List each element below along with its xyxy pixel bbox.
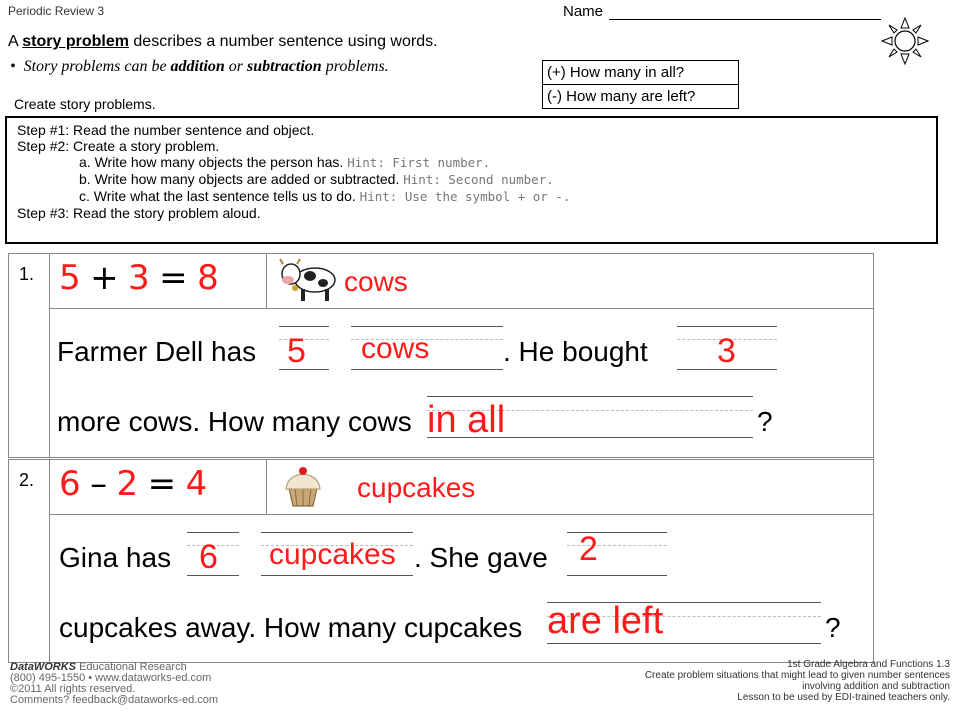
sentence-2: more cows. How many cows bbox=[57, 406, 412, 437]
definition bbox=[8, 33, 438, 51]
bullet-subtraction: subtraction bbox=[247, 58, 322, 75]
problem-number: 2. bbox=[19, 470, 35, 490]
question-mark: ? bbox=[825, 612, 841, 643]
name-field[interactable] bbox=[563, 3, 881, 20]
symbol-key bbox=[542, 60, 739, 109]
eq-first-number: 5 bbox=[59, 258, 81, 298]
sun-icon bbox=[880, 16, 930, 66]
eq-operator: + bbox=[90, 258, 119, 298]
number-sentence bbox=[59, 464, 207, 504]
blank-question[interactable] bbox=[547, 643, 821, 644]
hint-2a: Hint: First number. bbox=[347, 155, 491, 170]
answer-question: are left bbox=[547, 600, 664, 642]
steps-box bbox=[5, 116, 938, 244]
standard-line-3: involving addition and subtraction bbox=[802, 681, 950, 692]
problem-2 bbox=[8, 459, 874, 663]
publisher-info: DataWORKS Educational Research (800) 495-1550 • www.dataworks-ed.com ©2011 All rights reserved. Comments? feedback@dataworks-ed.com bbox=[10, 661, 219, 706]
hint-2b: Hint: Second number. bbox=[403, 172, 554, 187]
name-label: Name bbox=[563, 3, 604, 20]
sentence-2: cupcakes away. How many cupcakes bbox=[59, 612, 523, 643]
feedback-link[interactable]: Comments? feedback@dataworks-ed.com bbox=[10, 694, 219, 706]
bullet-text-1: Story problems can be bbox=[23, 58, 167, 75]
definition-rest: describes a number sentence using words. bbox=[133, 33, 438, 50]
step-3: Step #3: Read the story problem aloud. bbox=[17, 205, 261, 221]
object-label: cupcakes bbox=[357, 472, 476, 503]
standard-title: 1st Grade Algebra and Functions 1.3 bbox=[787, 659, 950, 670]
bullet-addition: addition bbox=[170, 58, 225, 75]
problem-number: 1. bbox=[19, 264, 35, 284]
eq-second-number: 3 bbox=[128, 258, 150, 298]
eq-equals: = bbox=[159, 258, 188, 298]
answer-first-number: 6 bbox=[199, 538, 218, 576]
bullet-text-2: or bbox=[228, 58, 244, 75]
name-line[interactable] bbox=[609, 4, 881, 20]
standard-info bbox=[645, 659, 950, 703]
standard-line-2: Create problem situations that might lead to given number sentences bbox=[644, 670, 950, 681]
eq-first-number: 6 bbox=[59, 464, 81, 504]
eq-second-number: 2 bbox=[116, 464, 139, 504]
answer-first-number: 5 bbox=[287, 332, 306, 370]
answer-object: cows bbox=[361, 332, 430, 365]
eq-result: 4 bbox=[185, 464, 208, 504]
eq-result: 8 bbox=[197, 258, 219, 298]
blank-second-number[interactable] bbox=[567, 575, 667, 576]
eq-operator: – bbox=[90, 464, 108, 504]
step-2c: c. Write what the last sentence tells us to do. Hint: Use the symbol + or -. bbox=[79, 188, 571, 204]
key-add: (+) How many in all? bbox=[547, 64, 685, 81]
hint-2c: Hint: Use the symbol + or -. bbox=[359, 189, 571, 204]
blank-object[interactable] bbox=[261, 575, 413, 576]
step-2: Step #2: Create a story problem. bbox=[17, 138, 220, 154]
answer-second-number: 3 bbox=[717, 332, 736, 370]
bullet-point: • Story problems can be addition or subtraction problems. bbox=[10, 58, 389, 75]
bullet-text-3: problems. bbox=[325, 58, 389, 75]
question-mark: ? bbox=[757, 406, 773, 437]
answer-question: in all bbox=[427, 399, 506, 441]
step-2b: b. Write how many objects are added or subtracted. Hint: Second number. bbox=[79, 171, 554, 187]
definition-term: story problem bbox=[22, 33, 129, 50]
instructions-title: Create story problems. bbox=[14, 96, 156, 112]
definition-lead: A bbox=[8, 33, 18, 50]
answer-object: cupcakes bbox=[269, 538, 396, 571]
eq-equals: = bbox=[147, 464, 177, 504]
cow-icon bbox=[277, 258, 341, 304]
sentence-1: Farmer Dell has bbox=[57, 336, 257, 367]
number-sentence bbox=[59, 258, 219, 298]
key-sub: (-) How many are left? bbox=[543, 84, 738, 108]
sentence-1-mid: . He bought bbox=[503, 336, 648, 367]
object-label: cows bbox=[344, 266, 408, 297]
publisher-logo-text: DataWORKS bbox=[10, 661, 77, 673]
standard-line-4: Lesson to be used by EDI-trained teachers only. bbox=[737, 692, 950, 703]
sentence-1: Gina has bbox=[59, 542, 172, 573]
publisher-contact: (800) 495-1550 • www.dataworks-ed.com bbox=[10, 672, 212, 684]
blank-object[interactable] bbox=[351, 369, 503, 370]
answer-second-number: 2 bbox=[579, 530, 598, 568]
worksheet-title: Periodic Review 3 bbox=[8, 4, 105, 18]
step-1: Step #1: Read the number sentence and object. bbox=[17, 122, 315, 138]
sentence-1-mid: . She gave bbox=[414, 542, 548, 573]
problem-1 bbox=[8, 253, 874, 458]
cupcake-icon bbox=[281, 464, 325, 510]
step-2a: a. Write how many objects the person has. Hint: First number. bbox=[79, 154, 491, 170]
copyright: ©2011 All rights reserved. bbox=[10, 683, 136, 695]
